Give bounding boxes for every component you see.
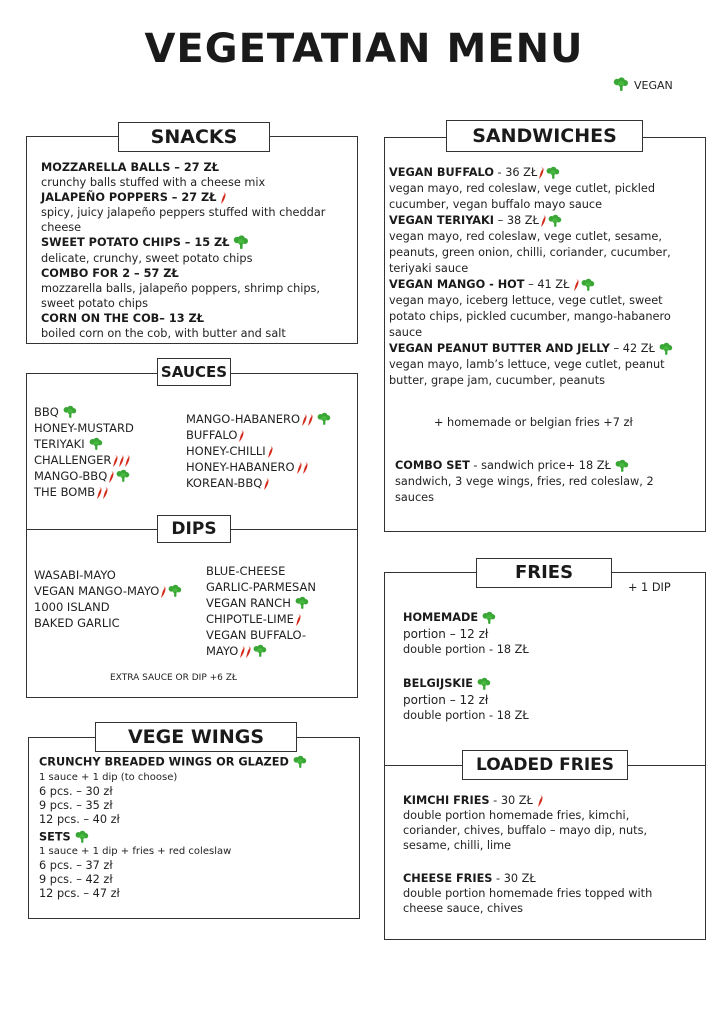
loaded-fries-list — [403, 793, 693, 916]
sandwiches-header: SANDWICHES — [446, 120, 643, 152]
broccoli-icon — [545, 166, 561, 181]
menu-item-desc: boiled corn on the cob, with butter and salt — [41, 327, 286, 340]
sauce-item: HONEY-HABANERO — [186, 459, 356, 475]
sauce-item: BBQ — [34, 404, 184, 420]
menu-item-desc: delicate, crunchy, sweet potato chips — [41, 252, 253, 265]
price-line: 9 pcs. – 35 zł — [39, 799, 113, 812]
menu-item-name: VEGAN PEANUT BUTTER AND JELLY – 42 ZŁ — [389, 341, 699, 357]
fries-portion: portion – 12 zł — [403, 627, 489, 641]
broccoli-icon — [614, 459, 630, 474]
chili-pepper-icon — [159, 585, 167, 599]
menu-item-desc: mozzarella balls, jalapeño poppers, shrimp chips, sweet potato chips — [41, 282, 321, 310]
price-line: 6 pcs. – 30 zł — [39, 785, 113, 798]
dips-left-list — [34, 567, 204, 631]
dip-item: MAYO — [206, 643, 356, 659]
chili-pepper-icon — [107, 470, 115, 484]
fries-header: FRIES — [476, 558, 612, 588]
snacks-header: SNACKS — [118, 122, 270, 152]
sauce-item: BUFFALO — [186, 427, 356, 443]
menu-item-name: VEGAN MANGO - HOT – 41 ZŁ — [389, 277, 699, 293]
broccoli-icon — [658, 342, 674, 357]
dip-item: BAKED GARLIC — [34, 616, 120, 630]
menu-item-name: JALAPEÑO POPPERS – 27 ZŁ — [41, 190, 341, 205]
combo-title: COMBO SET - sandwich price+ 18 ZŁ — [395, 458, 685, 474]
chili-pepper-icon — [300, 413, 316, 427]
snacks-list — [41, 160, 341, 341]
menu-item-name: CORN ON THE COB– 13 ZŁ — [41, 312, 204, 325]
page-title: VEGETATIAN MENU — [144, 26, 584, 72]
chili-pepper-icon — [294, 613, 302, 627]
broccoli-icon — [580, 278, 596, 293]
price-line: 12 pcs. – 40 zł — [39, 813, 120, 826]
sets-sub: 1 sauce + 1 dip + fries + red coleslaw — [39, 846, 232, 857]
dip-note: + 1 DIP — [628, 581, 671, 594]
chili-pepper-icon — [237, 429, 245, 443]
dip-item: VEGAN RANCH — [206, 595, 356, 611]
sauce-item: CHALLENGER — [34, 452, 184, 468]
sets-title: SETS — [39, 830, 354, 845]
sauce-item: TERIYAKI — [34, 436, 184, 452]
sauces-right-list — [186, 411, 356, 491]
sauce-item: THE BOMB — [34, 484, 184, 500]
fries-item-name: BELGIJSKIE — [403, 676, 693, 692]
dips-right-list — [206, 563, 356, 659]
broccoli-icon — [252, 644, 268, 659]
menu-item-name: COMBO FOR 2 – 57 ZŁ — [41, 267, 179, 280]
fries-double: double portion - 18 ZŁ — [403, 643, 529, 656]
menu-item-desc: double portion homemade fries, kimchi, coriander, chives, buffalo – mayo dip, nuts, sesame, chilli, lime — [403, 809, 648, 852]
chili-pepper-icon — [266, 445, 274, 459]
broccoli-icon — [62, 405, 78, 420]
broccoli-icon — [115, 469, 131, 484]
chili-pepper-icon — [95, 486, 113, 500]
price-line: 9 pcs. – 42 zł — [39, 873, 113, 886]
spacer — [403, 658, 693, 676]
sauce-item: MANGO-HABANERO — [186, 411, 356, 427]
combo-set — [395, 458, 685, 506]
fries-item-name: HOMEMADE — [403, 610, 693, 626]
chili-pepper-icon — [219, 191, 229, 205]
menu-item-desc: vegan mayo, red coleslaw, vege cutlet, pickled cucumber, vegan buffalo mayo sauce — [389, 182, 656, 211]
combo-desc: sandwich, 3 vege wings, fries, red coleslaw, 2 sauces — [395, 475, 654, 504]
sauce-item: HONEY-MUSTARD — [34, 421, 134, 435]
menu-item-desc: crunchy balls stuffed with a cheese mix — [41, 176, 266, 189]
chili-pepper-icon — [295, 461, 309, 475]
broccoli-icon — [292, 755, 308, 770]
extra-sauce-note: EXTRA SAUCE OR DIP +6 ZŁ — [110, 673, 237, 683]
menu-item-desc: vegan mayo, red coleslaw, vege cutlet, sesame, peanuts, green onion, chilli, coriander, cucumber, teriyaki sauce — [389, 230, 671, 275]
menu-item-desc: spicy, juicy jalapeño peppers stuffed with cheddar cheese — [41, 206, 326, 234]
broccoli-icon — [167, 584, 183, 599]
fries-addon-note: + homemade or belgian fries +7 zł — [434, 416, 633, 429]
dip-item: CHIPOTLE-LIME — [206, 611, 356, 627]
wings-title: CRUNCHY BREADED WINGS OR GLAZED — [39, 755, 354, 770]
broccoli-icon — [88, 437, 104, 452]
spacer — [403, 853, 693, 871]
wings-content — [39, 755, 354, 901]
chili-pepper-icon — [539, 214, 547, 228]
dip-item: 1000 ISLAND — [34, 600, 110, 614]
wings-sub: 1 sauce + 1 dip (to choose) — [39, 772, 178, 783]
sauces-header: SAUCES — [157, 358, 231, 386]
chili-pepper-icon — [238, 645, 252, 659]
dip-item: VEGAN MANGO-MAYO — [34, 583, 204, 599]
broccoli-icon — [316, 412, 332, 427]
sauce-item: MANGO-BBQ — [34, 468, 184, 484]
menu-item-name: KIMCHI FRIES - 30 ZŁ — [403, 793, 693, 808]
broccoli-icon — [74, 830, 90, 845]
chili-pepper-icon — [572, 278, 580, 292]
menu-item-desc: vegan mayo, lamb’s lettuce, vege cutlet, peanut butter, grape jam, cucumber, peanuts — [389, 358, 665, 387]
dip-item: BLUE-CHEESE — [206, 564, 286, 578]
broccoli-icon — [481, 611, 497, 626]
wings-header: VEGE WINGS — [95, 722, 297, 752]
price-line: 12 pcs. – 47 zł — [39, 887, 120, 900]
price-line: 6 pcs. – 37 zł — [39, 859, 113, 872]
fries-double: double portion - 18 ZŁ — [403, 709, 529, 722]
menu-item-desc: double portion homemade fries topped with cheese sauce, chives — [403, 887, 653, 915]
vegan-legend — [612, 77, 673, 93]
dips-header: DIPS — [157, 515, 231, 543]
broccoli-icon — [294, 596, 310, 611]
chili-pepper-icon — [537, 166, 545, 180]
broccoli-icon — [476, 677, 492, 692]
broccoli-icon — [547, 214, 563, 229]
menu-item-name: SWEET POTATO CHIPS – 15 ZŁ — [41, 235, 341, 251]
sauce-item: KOREAN-BBQ — [186, 475, 356, 491]
dip-item: GARLIC-PARMESAN — [206, 580, 316, 594]
dip-item: VEGAN BUFFALO- — [206, 628, 307, 642]
chili-pepper-icon — [111, 454, 135, 468]
fries-list — [403, 610, 693, 724]
menu-item-name: VEGAN BUFFALO - 36 ZŁ — [389, 165, 699, 181]
fries-portion: portion – 12 zł — [403, 693, 489, 707]
sauce-item: HONEY-CHILLI — [186, 443, 356, 459]
sauces-left-list — [34, 404, 184, 500]
menu-item-name: MOZZARELLA BALLS – 27 ZŁ — [41, 161, 219, 174]
sandwiches-list — [389, 165, 699, 389]
broccoli-icon — [232, 235, 250, 251]
menu-item-desc: vegan mayo, iceberg lettuce, vege cutlet, sweet potato chips, pickled cucumber, mango-habanero sauce — [389, 294, 671, 339]
chili-pepper-icon — [262, 477, 270, 491]
dip-item: WASABI-MAYO — [34, 568, 116, 582]
loaded-fries-header: LOADED FRIES — [462, 750, 628, 780]
broccoli-icon — [612, 77, 630, 93]
chili-pepper-icon — [536, 794, 544, 808]
vegan-legend-label: VEGAN — [634, 78, 673, 92]
menu-item-name: CHEESE FRIES - 30 ZŁ — [403, 872, 536, 885]
menu-item-name: VEGAN TERIYAKI – 38 ZŁ — [389, 213, 699, 229]
